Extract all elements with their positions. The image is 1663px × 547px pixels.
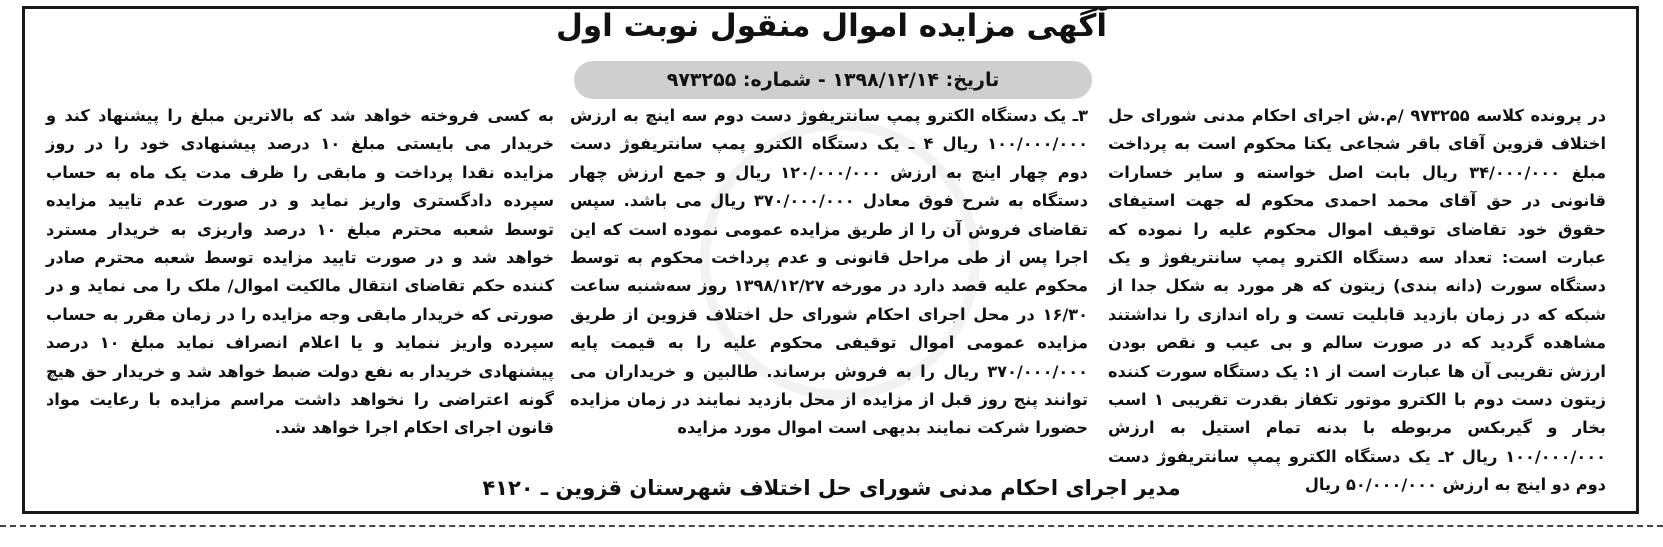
date-number-bar: تاریخ: ۱۳۹۸/۱۲/۱۴ - شماره: ۹۷۳۲۵۵ — [574, 61, 1092, 99]
notice-signature-footer: مدیر اجرای احکام مدنی شورای حل اختلاف شهرستان قزوین ـ ۴۱۲۰ — [482, 476, 1181, 500]
cut-line-divider — [0, 525, 1663, 527]
notice-column-left: به کسی فروخته خواهد شد که بالاترین مبلغ را پیشنهاد کند و خریدار می بایستی مبلغ ۱۰ درصد پیشنهادی خود را در روز مزایده نقدا پرداخت و مابقی را ظرف مدت یک ماه به حساب سپرده دادگستری واریز نماید و در صورت عدم تایید مزایده توسط شعبه محترم مبلغ ۱۰ درصد واریزی به خریدار مسترد خواهد شد و در صورت تایید مزایده توسط شعبه محترم صادر کننده حکم تقاضای انتقال مالکیت اموال/ ملک را می نماید و در صورتی که خریدار مابقی وجه مزایده را در زمان مقرر به حساب سپرده واریز ننماید و یا اعلام انصراف نماید مبلغ ۱۰ درصد پیشنهادی خریدار به نفع دولت ضبط خواهد شد و خریدار حق هیچ گونه اعتراضی را نخواهد داشت مراسم مزایده با رعایت مواد قانون اجرای احکام اجرا خواهد شد. — [46, 106, 554, 438]
notice-title: آگهی مزایده اموال منقول نوبت اول — [556, 8, 1107, 44]
notice-column-right: در پرونده کلاسه ۹۷۳۲۵۵ /م.ش اجرای احکام مدنی شورای حل اختلاف قزوین آقای باقر شجاعی یکتا محکوم است به پرداخت مبلغ ۳۴/۰۰۰/۰۰۰ ریال بابت اصل خواسته و سایر خسارات قانونی در حق آقای محمد احمدی محکوم له جهت استیفای حقوق خود تقاضای توقیف اموال محکوم علیه را نموده که عبارت است: تعداد سه دستگاه الکترو پمپ سانتریفوژ و یک دستگاه سورت (دانه بندی) زیتون که هر مورد به شکل جدا از شبکه که در زمان بازدید قابلیت تست و راه اندازی را نداشتند مشاهده گردید که در صورت سالم و بی عیب و نقص بودن ارزش تقریبی آن ها عبارت است از ۱: یک دستگاه سورت کننده زیتون دست دوم با الکترو موتور تکفاز بقدرت تقریبی ۱ اسب بخار و گیربکس مربوطه با بدنه تمام استیل به ارزش ۱۰۰/۰۰۰/۰۰۰ ریال ۲ـ یک دستگاه الکترو پمپ سانتریفوژ دست دوم دو اینچ به ارزش ۵۰/۰۰۰/۰۰۰ ریال — [1108, 106, 1607, 495]
notice-column-middle: ۳ـ یک دستگاه الکترو پمپ سانتریفوژ دست دوم سه اینچ به ارزش ۱۰۰/۰۰۰/۰۰۰ ریال ۴ ـ یک دستگاه الکترو پمپ سانتریفوژ دست دوم چهار اینچ به ارزش ۱۲۰/۰۰۰/۰۰۰ ریال و جمع ارزش چهار دستگاه به شرح فوق معادل ۳۷۰/۰۰۰/۰۰۰ ریال می باشد. سپس تقاضای فروش آن را از طریق مزایده عمومی نموده است که این اجرا پس از طی مراحل قانونی و عدم پرداخت محکوم به توسط محکوم علیه قصد دارد در مورخه ۱۳۹۸/۱۲/۲۷ روز سه‌شنبه ساعت ۱۶/۳۰ در محل اجرای احکام شورای حل اختلاف قزوین از طریق مزایده عمومی اموال توقیفی محکوم علیه را به قیمت پایه ۳۷۰/۰۰۰/۰۰۰ ریال را به فروش برساند. طالبین و خریداران می توانند پنج روز قبل از مزایده از محل بازدید نمایند در زمان مزایده حضورا شرکت نمایند بدیهی است اموال مورد مزایده — [570, 106, 1089, 438]
